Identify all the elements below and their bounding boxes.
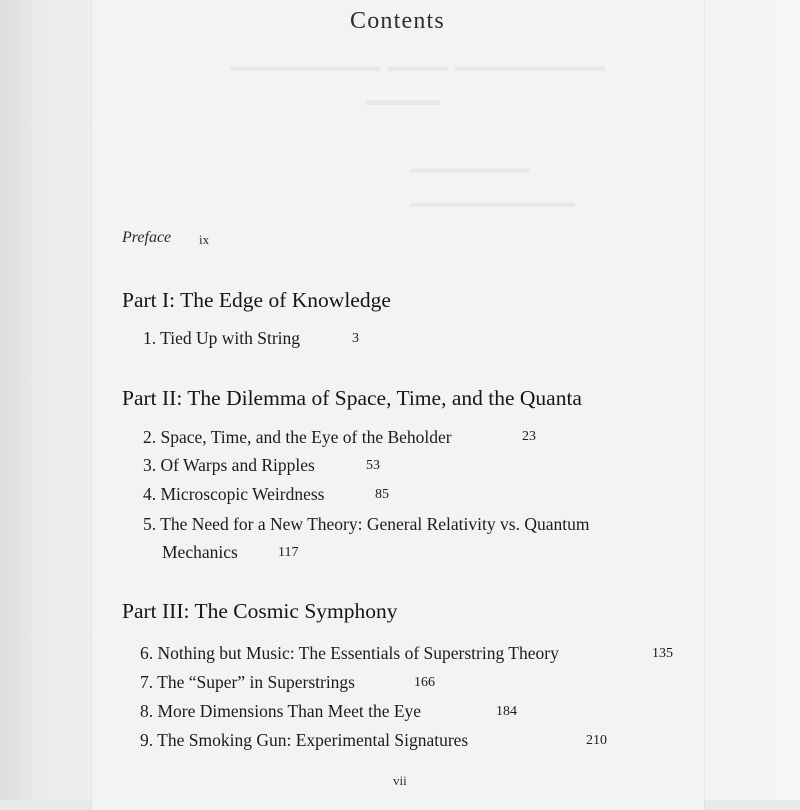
toc-chapter-title[interactable]: 6. Nothing but Music: The Essentials of Superstring Theory xyxy=(140,643,559,663)
toc-chapter-title[interactable]: 2. Space, Time, and the Eye of the Beholder xyxy=(143,427,452,447)
toc-chapter-title[interactable]: 4. Microscopic Weirdness xyxy=(143,484,325,504)
toc-chapter-page-number: 117 xyxy=(278,545,299,560)
toc-chapter-title[interactable]: 7. The “Super” in Superstrings xyxy=(140,672,355,692)
toc-preface-page-number: ix xyxy=(199,232,210,247)
toc-chapter-page-number: 23 xyxy=(522,429,536,444)
toc-part-heading[interactable]: Part III: The Cosmic Symphony xyxy=(122,599,398,623)
toc-part-heading[interactable]: Part I: The Edge of Knowledge xyxy=(122,288,391,312)
toc-chapter-title[interactable]: 3. Of Warps and Ripples xyxy=(143,455,315,475)
toc-preface-label[interactable]: Preface xyxy=(122,229,172,246)
toc-chapter-title[interactable]: 1. Tied Up with String xyxy=(143,328,301,348)
toc-chapter-title[interactable]: 8. More Dimensions Than Meet the Eye xyxy=(140,701,422,721)
page-folio: vii xyxy=(393,773,407,788)
toc-chapter-title[interactable]: 5. The Need for a New Theory: General Relativity vs. Quantum xyxy=(143,514,590,534)
toc-chapter-page-number: 3 xyxy=(352,331,359,346)
toc-chapter-page-number: 135 xyxy=(652,646,673,661)
toc-chapter-page-number: 85 xyxy=(375,487,389,502)
toc-chapter-page-number: 184 xyxy=(496,704,517,719)
toc-chapter-page-number: 53 xyxy=(366,458,380,473)
page-title: Contents xyxy=(350,8,445,34)
toc-part-heading[interactable]: Part II: The Dilemma of Space, Time, and the Quanta xyxy=(122,386,582,410)
toc-chapter-page-number: 210 xyxy=(586,733,607,748)
toc-chapter-title[interactable]: 9. The Smoking Gun: Experimental Signatures xyxy=(140,730,469,750)
toc-chapter-page-number: 166 xyxy=(414,675,435,690)
toc-chapter-title-continued[interactable]: Mechanics xyxy=(162,542,238,562)
